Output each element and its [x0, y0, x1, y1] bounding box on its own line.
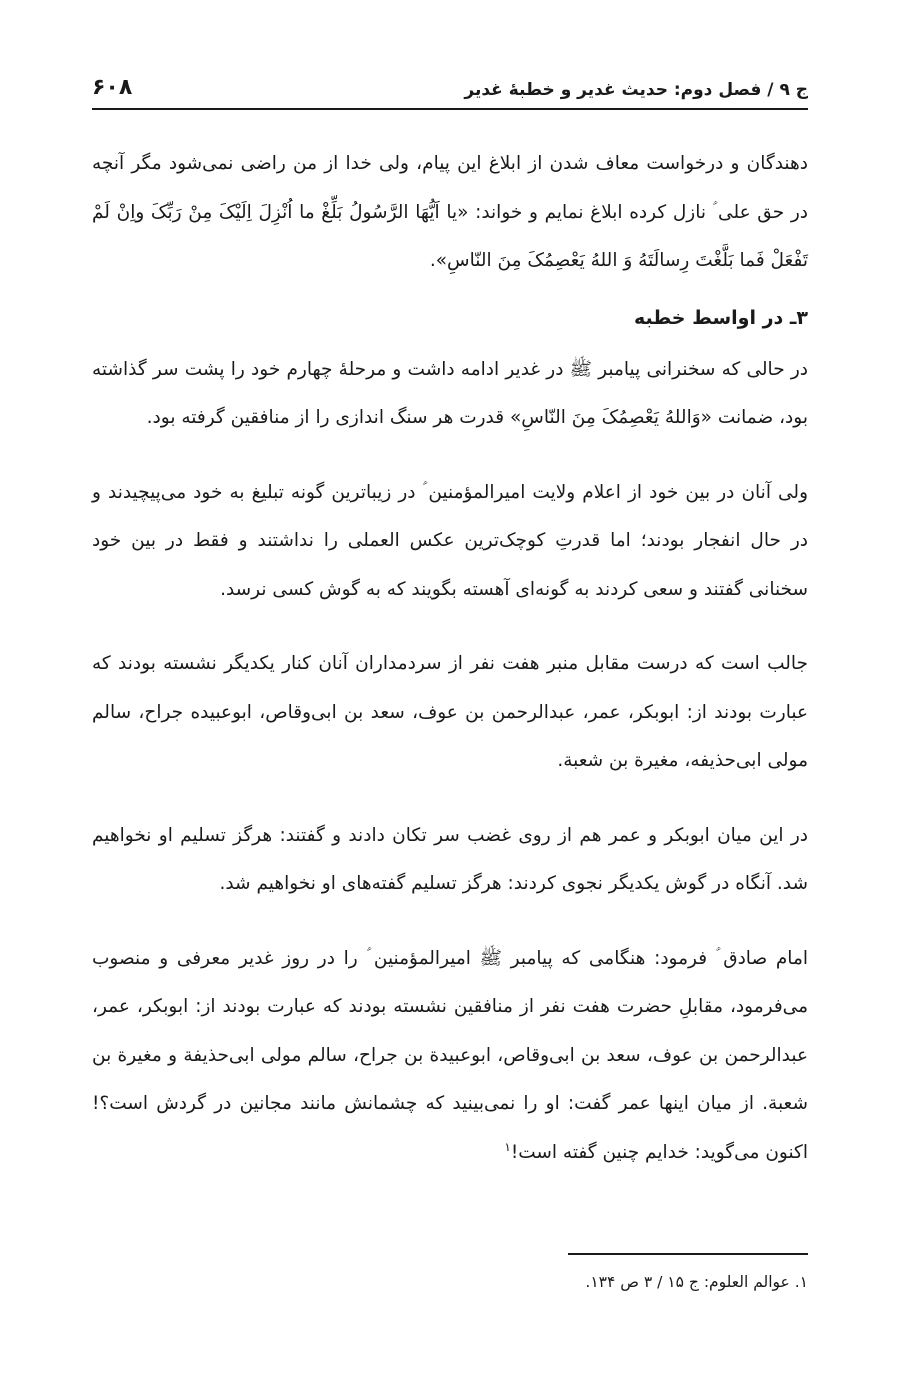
page-header: [92, 70, 808, 110]
body-text: [92, 140, 808, 1203]
paragraph-6-text: امام صادق ؑ فرمود: هنگامی که پیامبر ﷺ امیرالمؤمنین ؑ را در روز غدیر معرفی و منصوب می‌فرمود، مقابلِ حضرت هفت نفر از منافقین نشسته بودند که عبارت بودند از: ابوبکر، عمر، عبدالرحمن بن عوف، سعد بن ابی‌وقاص، ابوعبیدة بن جراح، سالم مولی ابی‌حذیفة و مغیرة بن شعبة. از میان اینها عمر گفت: او را نمی‌بینید که چشمانش مانند مجانین در گردش است؟! اکنون می‌گوید: خدایم چنین گفته است!: [92, 947, 808, 1163]
paragraph-2: در حالی که سخنرانی پیامبر ﷺ در غدیر ادامه داشت و مرحلهٔ چهارم خود را پشت سر گذاشته بود، ضمانت «وَاللهُ یَعْصِمُکَ مِنَ النّاسِ» قدرت هر سنگ اندازی را از منافقین گرفته بود.: [92, 358, 808, 428]
paragraph-4: جالب است که درست مقابل منبر هفت نفر از سردمداران آنان کنار یکدیگر نشسته بودند که عبارت بودند از: ابوبکر، عمر، عبدالرحمن بن عوف، سعد بن ابی‌وقاص، ابوعبیده جراح، سالم مولی ابی‌حذیفه، مغیرة بن شعبة.: [92, 653, 808, 771]
footnote-marker[interactable]: ۱: [504, 1139, 511, 1154]
paragraph-1: دهندگان و درخواست معاف شدن از ابلاغ این پیام، ولی خدا از من راضی نمی‌شود مگر آنچه در حق علی ؑ نازل کرده ابلاغ نمایم و خواند: «یا اَیُّهَا الرَّسُولُ بَلِّغْ ما اُنْزِلَ اِلَیْکَ مِنْ رَبِّکَ واِنْ لَمْ تَفْعَلْ فَما بَلَّغْتَ رِسالَتَهُ وَ اللهُ یَعْصِمُکَ مِنَ النّاسِ».: [92, 153, 808, 271]
paragraph-5: در این میان ابوبکر و عمر هم از روی غضب سر تکان دادند و گفتند: هرگز تسلیم او نخواهیم شد. آنگاه در گوش یکدیگر نجوی کردند: هرگز تسلیم گفته‌های او نخواهیم شد.: [92, 824, 808, 894]
footnote: ۱. عوالم العلوم: ج ۱۵ / ۳ ص ۱۳۴.: [585, 1273, 808, 1291]
footnote-divider: [568, 1253, 808, 1255]
paragraph-6: [92, 935, 808, 1178]
section-heading: ۳ـ در اواسط خطبه: [634, 306, 808, 329]
page-number: ۶۰۸: [92, 75, 133, 100]
running-title: ج ۹ / فصل دوم: حديث غدير و خطبهٔ غدير: [464, 80, 808, 100]
paragraph-3: ولی آنان در بین خود از اعلام ولایت امیرالمؤمنین ؑ در زیباترین گونه تبلیغ به خود می‌پیچیدند و در حال انفجار بودند؛ اما قدرتِ کوچک‌ترین عکس العملی را نداشتند و فقط در بین خود سخنانی گفتند و سعی کردند به گونه‌ای آهسته بگویند که به گوش کسی نرسد.: [92, 481, 808, 600]
